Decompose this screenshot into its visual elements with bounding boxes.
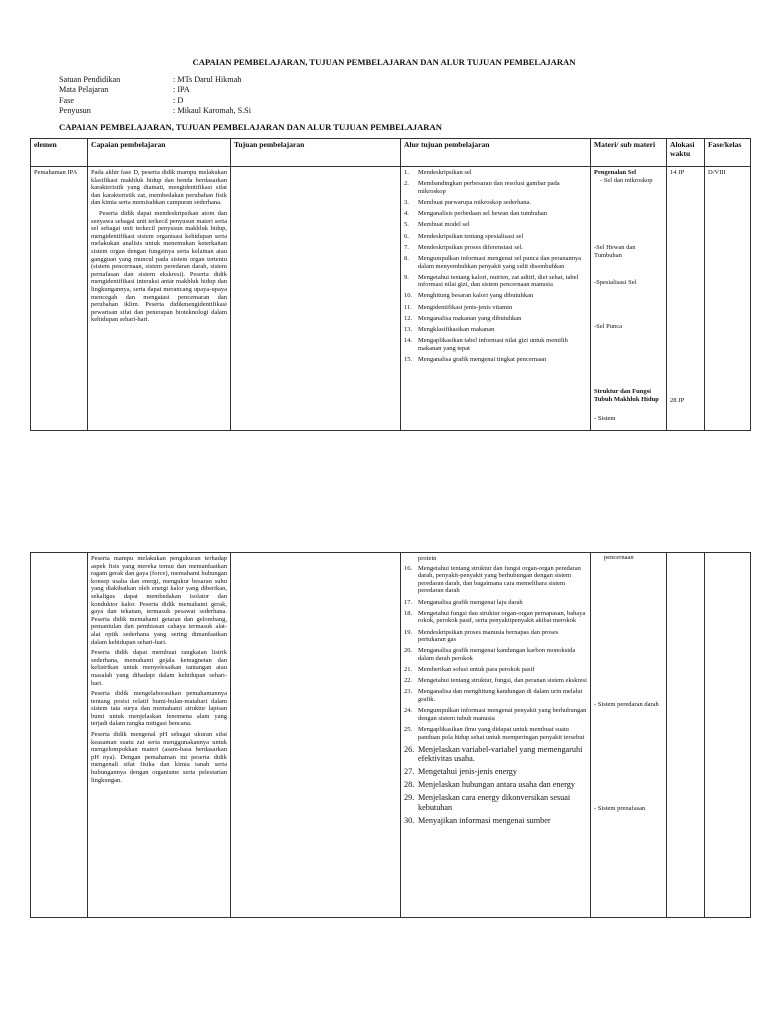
curriculum-table-page2 xyxy=(30,552,751,918)
header-tujuan: Tujuan pembelajaran xyxy=(231,139,401,167)
document-title: CAPAIAN PEMBELAJARAN, TUJUAN PEMBELAJARAN DAN ALUR TUJUAN PEMBELAJARAN xyxy=(192,57,576,67)
list-item: 12. Menganalisa makanan yang dibutuhkan xyxy=(404,314,522,322)
info-key: Penyusun xyxy=(59,106,91,116)
list-item: 23. Menganalisa dan menghitung kandungan di dalam urin melalui grafik. xyxy=(404,688,583,704)
cell-fase xyxy=(705,553,751,918)
alokasi-14jp: 14 JP xyxy=(670,169,685,176)
info-value: : Mikaul Karomah, S.Si xyxy=(173,106,252,116)
alur-list xyxy=(401,167,590,364)
cell-elemen xyxy=(31,553,88,918)
info-row-satuan xyxy=(59,75,251,85)
list-item: 21. Memberikan solusi untuk para perokok pasif xyxy=(404,666,535,674)
list-item: 3. Membuat purwarupa mikroskop sederhana. xyxy=(404,198,531,206)
capaian-paragraph: Peserta didik dapat membuat rangkaian listrik sederhana, memahami gejala kemagnetan dan kelistrikan untuk menyelesaikan tantangan atau masalah yang dihadapi dalam kehidupan sehari-hari. xyxy=(91,649,227,687)
info-key: Fase xyxy=(59,95,75,105)
header-elemen: elemen xyxy=(31,139,88,167)
info-value: : MTs Darul Hikmah xyxy=(173,75,242,84)
header-alokasi: Alokasi waktu xyxy=(667,139,705,167)
header-fase: Fase/kelas xyxy=(705,139,751,167)
info-value: : D xyxy=(173,95,184,105)
cell-tujuan xyxy=(231,167,401,431)
materi-pengenalan-sel: Pengenalan Sel xyxy=(594,169,637,176)
table-row xyxy=(31,553,751,918)
materi-sel-mikroskop: - Sel dan mikroskop xyxy=(600,176,653,184)
capaian-paragraph: Peserta mampu melakukan pengukuran terhadap aspek fisis yang mereka temui dan memanfaatkan ragam gerak dan gaya (force), memahami hubungan konsep usaha dan energi, mengukur besaran suhu yang diakibatkan oleh energi kalor yang diberikan, sekaligus dapat membedakan isolator dan konduktor kalor. Peserta didik memahami gerak, gaya dan tekanan, termasuk pesawat sederhana. Peserta didik memahami getaran dan gelombang, pemantulan dan pembiasan cahaya termasuk alat- alat optik sederhana yang sering dimanfaatkan dalam kehidupan sehari-hari. xyxy=(91,555,227,646)
list-item: 20. Menganalisa grafik mengenai kandungan karbon monoksida dalam darah perokok xyxy=(404,647,576,662)
list-item: 9. Mengetahui tentang kalori, nutrien, zat aditif, diet sehat, tabel informasi nilai gizi, dan sistem pencernaan manusia xyxy=(404,273,579,289)
list-item: 18. Mengetahui fungsi dan struktur organ-organ pernapasan, bahaya rokok, perokok pasif, serta penyakitpenyakit akibat merokok xyxy=(404,609,586,625)
cell-elemen xyxy=(31,167,88,431)
table-header-row xyxy=(31,139,751,167)
list-item: 26. Menjelaskan variabel-variabel yang memengaruhi efektivitas usaha. xyxy=(404,744,583,764)
cell-capaian xyxy=(88,553,231,918)
materi-sistem: - Sistem xyxy=(594,415,616,422)
header-alur: Alur tujuan pembelajaran xyxy=(401,139,591,167)
list-item: 27. Mengetahui jenis-jenis energy xyxy=(404,767,517,777)
cell-alur xyxy=(401,167,591,431)
capaian-paragraph: Pada akhir fase D, peserta didik mampu melakukan klasifikasi makhluk hidup dan benda berdasarkan karakteristik yang diamati, mengidentifikasi sifat dan karakteristik zat, membedakan perubahan fisik dan kimia serta memisahkan campuran sederhana. xyxy=(91,169,227,207)
cell-alokasi xyxy=(667,167,705,431)
cell-fase xyxy=(705,167,751,431)
materi-peredaran: - Sistem peredaran darah xyxy=(594,701,659,708)
list-item: 10. Menghitung besaran kalori yang dibutuhkan xyxy=(404,292,534,300)
list-item: 2. Membandingkan perbesaran dan resolusi gambar pada mikroskop xyxy=(404,180,560,195)
cell-capaian xyxy=(88,167,231,431)
cell-materi xyxy=(591,167,667,431)
cell-materi xyxy=(591,553,667,918)
cell-alur xyxy=(401,553,591,918)
capaian-paragraph: Peserta didik mengelaborasikan pemahamannya tentang posisi relatif bumi-bulan-matahari dalam sistem tata surya dan memahami struktur lapisan bumi untuk menjelaskan fenomena alam yang terjadi dalam rangka mitigasi bencana. xyxy=(91,690,227,728)
info-key: Satuan Pendidikan xyxy=(59,75,121,84)
alur-continuation: protein xyxy=(418,555,437,562)
materi-pencernaan: pencernaan xyxy=(604,554,634,561)
fase-text: D/VIII xyxy=(708,169,726,176)
list-item: 13. Mengklasifikasikan makanan xyxy=(404,326,495,334)
materi-spesialisasi: -Spesialisasi Sel xyxy=(594,279,637,286)
list-item: 19. Mendeskripsikan proses manusia bernapas dan proses pertukaran gas xyxy=(404,628,559,644)
cell-tujuan xyxy=(231,553,401,918)
info-row-fase xyxy=(59,96,251,106)
info-key: Mata Pelajaran xyxy=(59,85,109,95)
elemen-text: Pemahaman IPA xyxy=(34,169,78,176)
list-item: 28. Menjelaskan hubungan antara usaha dan energy xyxy=(404,780,575,790)
alokasi-28jp: 28 JP xyxy=(670,397,685,404)
list-item: 30. Menyajikan informasi mengenai sumber xyxy=(404,815,551,825)
list-item: 4. Menganalisis perbedaan sel hewan dan tumbuhan xyxy=(404,210,548,218)
alur-list xyxy=(401,565,590,742)
list-item: 5. Membuat model sel xyxy=(404,221,470,229)
list-item: 22. Mengetahui tentang struktur, fungsi, dan peranan sistem ekskresi xyxy=(404,677,587,685)
info-row-penyusun xyxy=(59,106,251,116)
materi-pernafasan: - Sistem prenafasan xyxy=(594,805,646,812)
list-item: 8. Mengumpulkan informasi mengenai sel punca dan peranannya dalam menyembuhkan penyakit yang sulit disembuhkan xyxy=(404,254,582,270)
list-item: 25. Mengaplikasikan ilmu yang didapat untuk membuat suatu panduan pola hidup sehat untuk memperingan penyakit tersebut xyxy=(404,726,585,741)
list-item: 6. Mendeskripsikan tentang spesialisasi sel xyxy=(404,232,524,240)
list-item: 29. Menjelaskan cara energy dikonversikan sesuai kebutuhan xyxy=(404,793,571,812)
curriculum-table-page1 xyxy=(30,138,751,431)
alur-list-large xyxy=(401,745,590,825)
header-capaian: Capaian pembelajaran xyxy=(88,139,231,167)
list-item: 7. Mendeskripsikan proses diferensiasi sel. xyxy=(404,243,524,251)
table-row xyxy=(31,167,751,431)
header-materi: Materi/ sub materi xyxy=(591,139,667,167)
list-item: 15. Menganalisa grafik mengenai tingkat pencernaan xyxy=(404,356,547,363)
list-item: 14. Mengaplikasikan tabel informasi nilai gizi untuk memilih makanan yang tepat xyxy=(404,337,568,352)
materi-struktur: Struktur dan Fungsi Tubuh Makhluk Hidup xyxy=(594,388,659,403)
list-item: 17. Menganalisa grafik mengenai laju darah xyxy=(404,598,523,606)
materi-sel-hewan: -Sel Hewan dan Tumbuhan xyxy=(594,244,636,259)
cell-alokasi xyxy=(667,553,705,918)
capaian-paragraph: Peserta didik mengenal pH sebagai ukuran sifat keasaman suatu zat serta menggunakannya untuk mengelompokkan materi (asam-basa berdasarkan pH nya). Dengan pemahaman ini peserta didik mengenali sifat fisika dan kimia tanah serta hubungannya dengan organisme serta pelestarian lingkungan. xyxy=(91,731,227,784)
list-item: 24. Mengumpulkan informasi mengenai penyakit yang berhubungan dengan sistem tubuh manusia xyxy=(404,707,587,722)
materi-sel-punca: -Sel Punca xyxy=(594,323,622,330)
list-item: 1. Mendeskripsikan sel xyxy=(404,169,472,176)
document-subtitle: CAPAIAN PEMBELAJARAN, TUJUAN PEMBELAJARAN DAN ALUR TUJUAN PEMBELAJARAN xyxy=(59,122,442,132)
info-value: : IPA xyxy=(173,85,190,95)
list-item: 16. Mengetahui tentang struktur dan fungsi organ-organ peredaran darah, penyakit-penyakit yang berhubungan dengan sistem peredaran darah, dan bagaimana cara memelihara sistem peredaran darah xyxy=(404,564,581,595)
info-row-mapel xyxy=(59,85,251,95)
capaian-paragraph: Peserta didik dapat mendeskripsikan atom dan senyawa sebagai unit terkecil penyusun materi serta sel sebagai unit terkecil penyusun makhluk hidup, mengidentifikasi sistem organisasi kehidupan serta melakukan analisis untuk menemukan keterkaitan sistem organ dengan fungsinya serta kelainan atau gangguan yang muncul pada sistem organ tertentu (sistem pencernaan, sistem peredaran darah, sistem pernafasan dan sistem ekskresi). Peserta didik mengidentifikasi interaksi antar makhluk hidup dan lingkungannya, serta dapat merancang upaya-upaya mencegah dan mengatasi pencemaran dan perubahan iklim. Peserta didikmengidentifikasi pewarisan sifat dan penerapan bioteknologi dalam kehidupan sehari-hari. xyxy=(91,209,227,324)
list-item: 11. Mengidentifikasi jenis-jenis vitamin xyxy=(404,303,513,311)
document-info xyxy=(59,75,251,117)
